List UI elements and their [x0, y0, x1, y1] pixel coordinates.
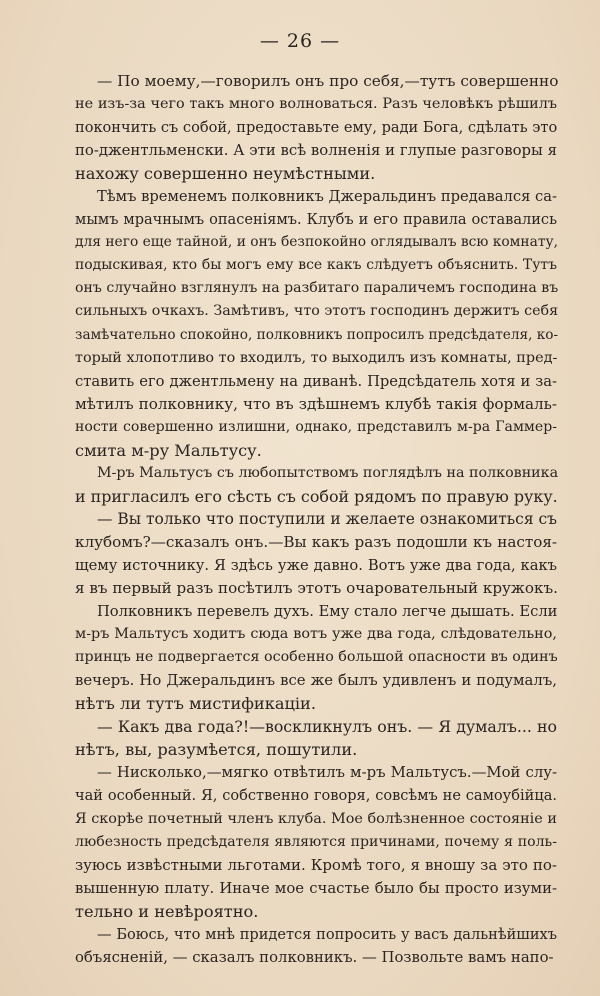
- text-line: покончить съ собой, предоставьте ему, ради Бога, сдѣлать это: [75, 119, 558, 137]
- paragraph: [75, 715, 557, 761]
- paragraph: [75, 600, 557, 715]
- paragraph: [75, 185, 557, 462]
- text-line: торый хлопотливо то входилъ, то выходилъ изъ комнаты, пред-: [75, 349, 558, 366]
- text-line: я въ первый разъ посѣтилъ этотъ очаровательный кружокъ.: [75, 579, 558, 598]
- text-line: вечеръ. Но Джеральдинъ все же былъ удивленъ и подумалъ,: [75, 671, 557, 690]
- text-line: клубомъ?—сказалъ онъ.—Вы какъ разъ подошли къ настоя-: [75, 532, 557, 551]
- text-line: нѣтъ ли тутъ мистификаціи.: [75, 694, 316, 714]
- text-line: тельно и невѣроятно.: [75, 901, 259, 921]
- text-line: подыскивая, кто бы могъ ему все какъ слѣдуетъ объяснить. Тутъ: [75, 257, 557, 274]
- text-line: смита м-ру Мальтусу.: [75, 440, 262, 460]
- text-line: ставить его джентльмену на диванѣ. Предсѣдатель хотя и за-: [75, 372, 557, 390]
- text-line: нѣтъ, вы, разумѣется, пошутили.: [75, 740, 358, 760]
- text-line: сильныхъ очкахъ. Замѣтивъ, что этотъ господинъ держитъ себя: [75, 303, 559, 320]
- page-number: — 26 —: [259, 30, 341, 52]
- text-line: — Вы только что поступили и желаете ознакомиться съ: [97, 509, 557, 528]
- text-line: — По моему,—говорилъ онъ про себя,—тутъ совершенно: [97, 72, 559, 90]
- body-text: [75, 70, 557, 969]
- text-line: онъ случайно взглянулъ на разбитаго параличемъ господина въ: [75, 280, 559, 297]
- text-line: — Какъ два года?!—воскликнулъ онъ. — Я думалъ... но: [97, 717, 557, 737]
- text-line: нахожу совершенно неумѣстными.: [75, 164, 376, 184]
- text-line: объясненій, — сказалъ полковникъ. — Позвольте вамъ напо-: [75, 947, 554, 966]
- paragraph: [75, 508, 557, 600]
- paragraph: [75, 462, 557, 508]
- paragraph: [75, 923, 557, 969]
- text-line: чай особенный. Я, собственно говоря, совсѣмъ не самоубійца.: [75, 787, 557, 805]
- paragraph: [75, 70, 557, 185]
- text-line: мымъ мрачнымъ опасеніямъ. Клубъ и его правила оставались: [75, 211, 557, 229]
- text-line: принцъ не подвергается особенно большой опасности въ одинъ: [75, 649, 558, 666]
- text-line: зуюсь извѣстными льготами. Кромѣ того, я вношу за это по-: [75, 855, 557, 874]
- text-line: ности совершенно излишни, однако, представилъ м-ра Гаммер-: [75, 418, 557, 435]
- text-line: м-ръ Мальтусъ ходитъ сюда вотъ уже два года, слѣдовательно,: [75, 626, 557, 643]
- text-line: — Боюсь, что мнѣ придется попросить у васъ дальнѣйшихъ: [97, 925, 557, 943]
- text-line: замѣчательно спокойно, полковникъ попросилъ предсѣдателя, ко-: [75, 326, 559, 343]
- text-line: щему источнику. Я здѣсь уже давно. Вотъ уже два года, какъ: [75, 556, 557, 574]
- text-line: и пригласилъ его сѣсть съ собой рядомъ по правую руку.: [75, 486, 558, 506]
- text-line: любезность предсѣдателя являются причинами, почему я поль-: [75, 833, 557, 850]
- paragraph: [75, 761, 557, 922]
- text-line: М-ръ Мальтусъ съ любопытствомъ поглядѣлъ на полковника: [97, 464, 559, 481]
- text-line: Полковникъ перевелъ духъ. Ему стало легче дышать. Если: [97, 603, 558, 621]
- text-line: мѣтилъ полковнику, что въ здѣшнемъ клубѣ такія формаль-: [75, 394, 557, 413]
- text-line: — Нисколько,—мягко отвѣтилъ м-ръ Мальтусъ.—Мой слу-: [97, 763, 557, 782]
- text-line: для него еще тайной, и онъ безпокойно оглядывалъ всю комнату,: [75, 234, 558, 251]
- text-line: по-джентльменски. А эти всѣ волненія и глупые разговоры я: [75, 141, 557, 160]
- text-line: вышенную плату. Иначе мое счастье было бы просто изуми-: [75, 878, 557, 897]
- text-line: Тѣмъ временемъ полковникъ Джеральдинъ предавался са-: [97, 188, 557, 206]
- text-line: Я скорѣе почетный членъ клуба. Мое болѣзненное состояніе и: [75, 810, 557, 827]
- text-line: не изъ-за чего такъ много волноваться. Разъ человѣкъ рѣшилъ: [75, 96, 557, 113]
